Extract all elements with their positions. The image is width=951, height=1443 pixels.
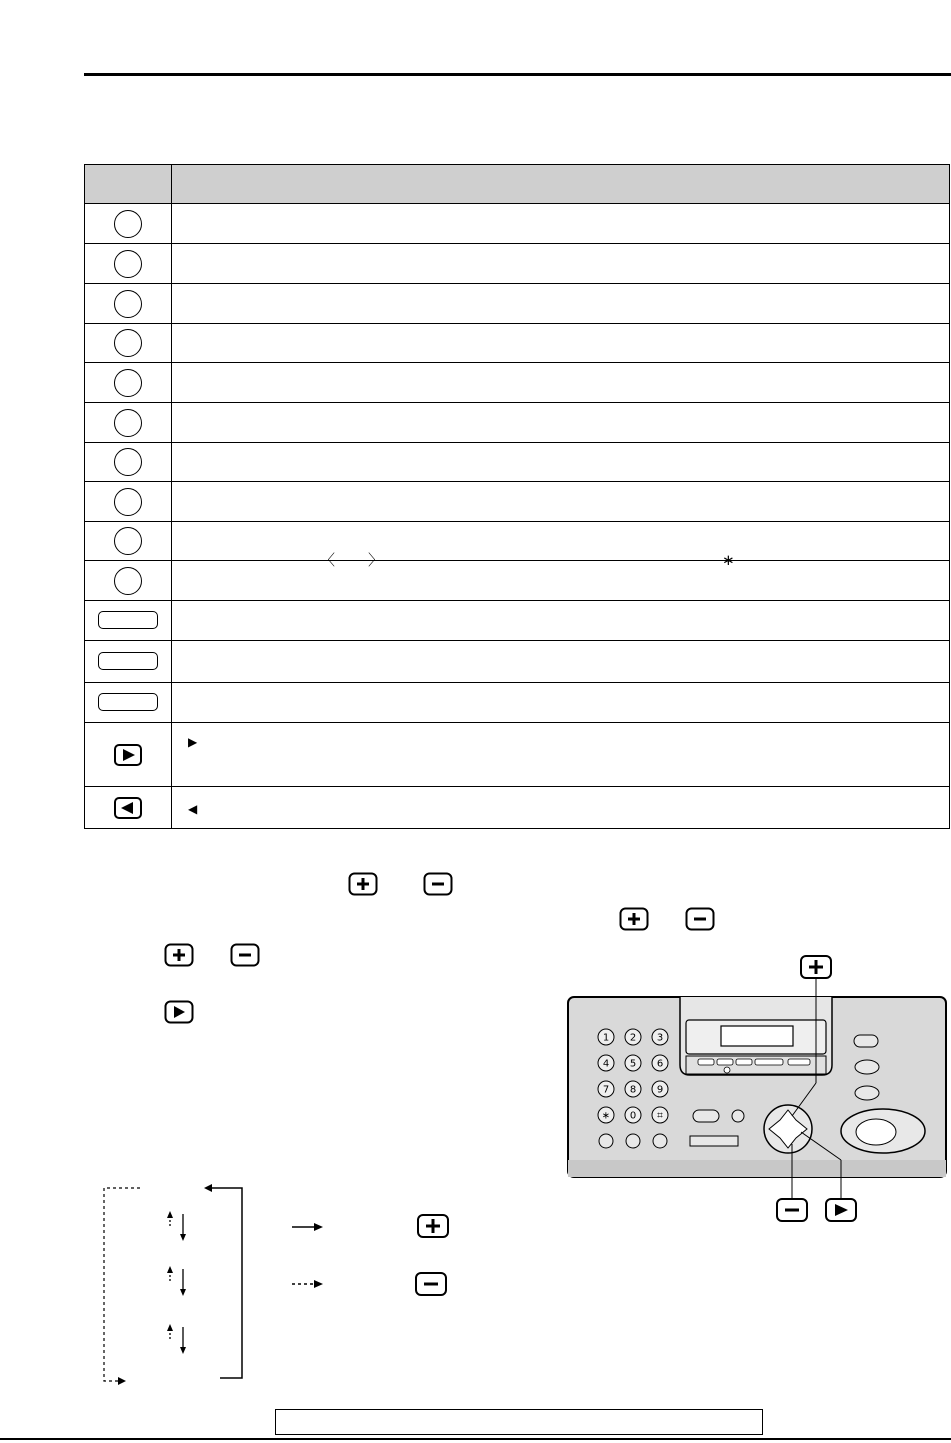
table-row	[85, 561, 950, 601]
key-circle-icon	[114, 329, 142, 357]
table-row	[85, 284, 950, 324]
keypad-key-label: ∗	[601, 1110, 611, 1122]
header-cell-key	[85, 165, 172, 204]
keypad-key-label: ⌗	[657, 1110, 663, 1122]
keypad-key-label: 6	[656, 1058, 664, 1070]
star-symbol: ∗	[722, 551, 735, 569]
keypad-key-label: 8	[629, 1084, 637, 1096]
key-oval-icon	[98, 652, 158, 670]
table-row	[85, 641, 950, 683]
minus-key-icon	[423, 872, 453, 896]
key-oval-icon	[98, 693, 158, 711]
right-angle-symbol: 〉	[368, 551, 384, 569]
right-triangle-symbol: ▶	[188, 735, 198, 749]
play-key-icon	[164, 1000, 194, 1024]
keypad-key-label: 0	[629, 1110, 637, 1122]
table-header-row	[85, 165, 950, 204]
key-circle-icon	[114, 210, 142, 238]
table-row	[85, 244, 950, 284]
key-oval-icon	[98, 611, 158, 629]
table-row	[85, 204, 950, 244]
fax-machine-illustration	[560, 950, 951, 1225]
key-circle-icon	[114, 290, 142, 318]
table-row	[85, 787, 950, 829]
footer-box	[275, 1409, 763, 1435]
keypad-key-label: 1	[602, 1032, 610, 1044]
table-row	[85, 363, 950, 403]
key-circle-icon	[114, 527, 142, 555]
key-circle-icon	[114, 250, 142, 278]
plus-key-icon	[164, 943, 194, 967]
minus-key-icon	[230, 943, 260, 967]
minus-key-icon	[685, 907, 715, 931]
left-angle-symbol: 〈	[320, 551, 336, 569]
left-triangle-symbol: ◀	[188, 801, 198, 816]
plus-key-icon	[619, 907, 649, 931]
key-circle-icon	[114, 567, 142, 595]
table-row	[85, 443, 950, 482]
table-row	[85, 522, 950, 561]
keypad-key-label: 4	[602, 1058, 610, 1070]
bottom-rule	[0, 1438, 951, 1440]
table-row	[85, 723, 950, 787]
key-circle-icon	[114, 409, 142, 437]
keypad-key-label: 7	[602, 1084, 610, 1096]
reverse-key-icon	[114, 797, 142, 819]
key-circle-icon	[114, 488, 142, 516]
table-row	[85, 403, 950, 443]
play-key-icon	[114, 744, 142, 766]
table-row	[85, 683, 950, 723]
top-rule	[84, 73, 951, 76]
keypad-key-label: 2	[629, 1032, 637, 1044]
table-row	[85, 324, 950, 363]
keypad-key-label: 3	[656, 1032, 664, 1044]
header-cell-function	[172, 165, 950, 204]
keypad-key-label: 5	[629, 1058, 637, 1070]
flow-diagram	[100, 1178, 480, 1388]
key-circle-icon	[114, 369, 142, 397]
key-function-table	[84, 164, 950, 829]
key-circle-icon	[114, 448, 142, 476]
table-row	[85, 482, 950, 522]
table-row	[85, 601, 950, 641]
plus-key-icon	[348, 872, 378, 896]
keypad-key-label: 9	[656, 1084, 664, 1096]
